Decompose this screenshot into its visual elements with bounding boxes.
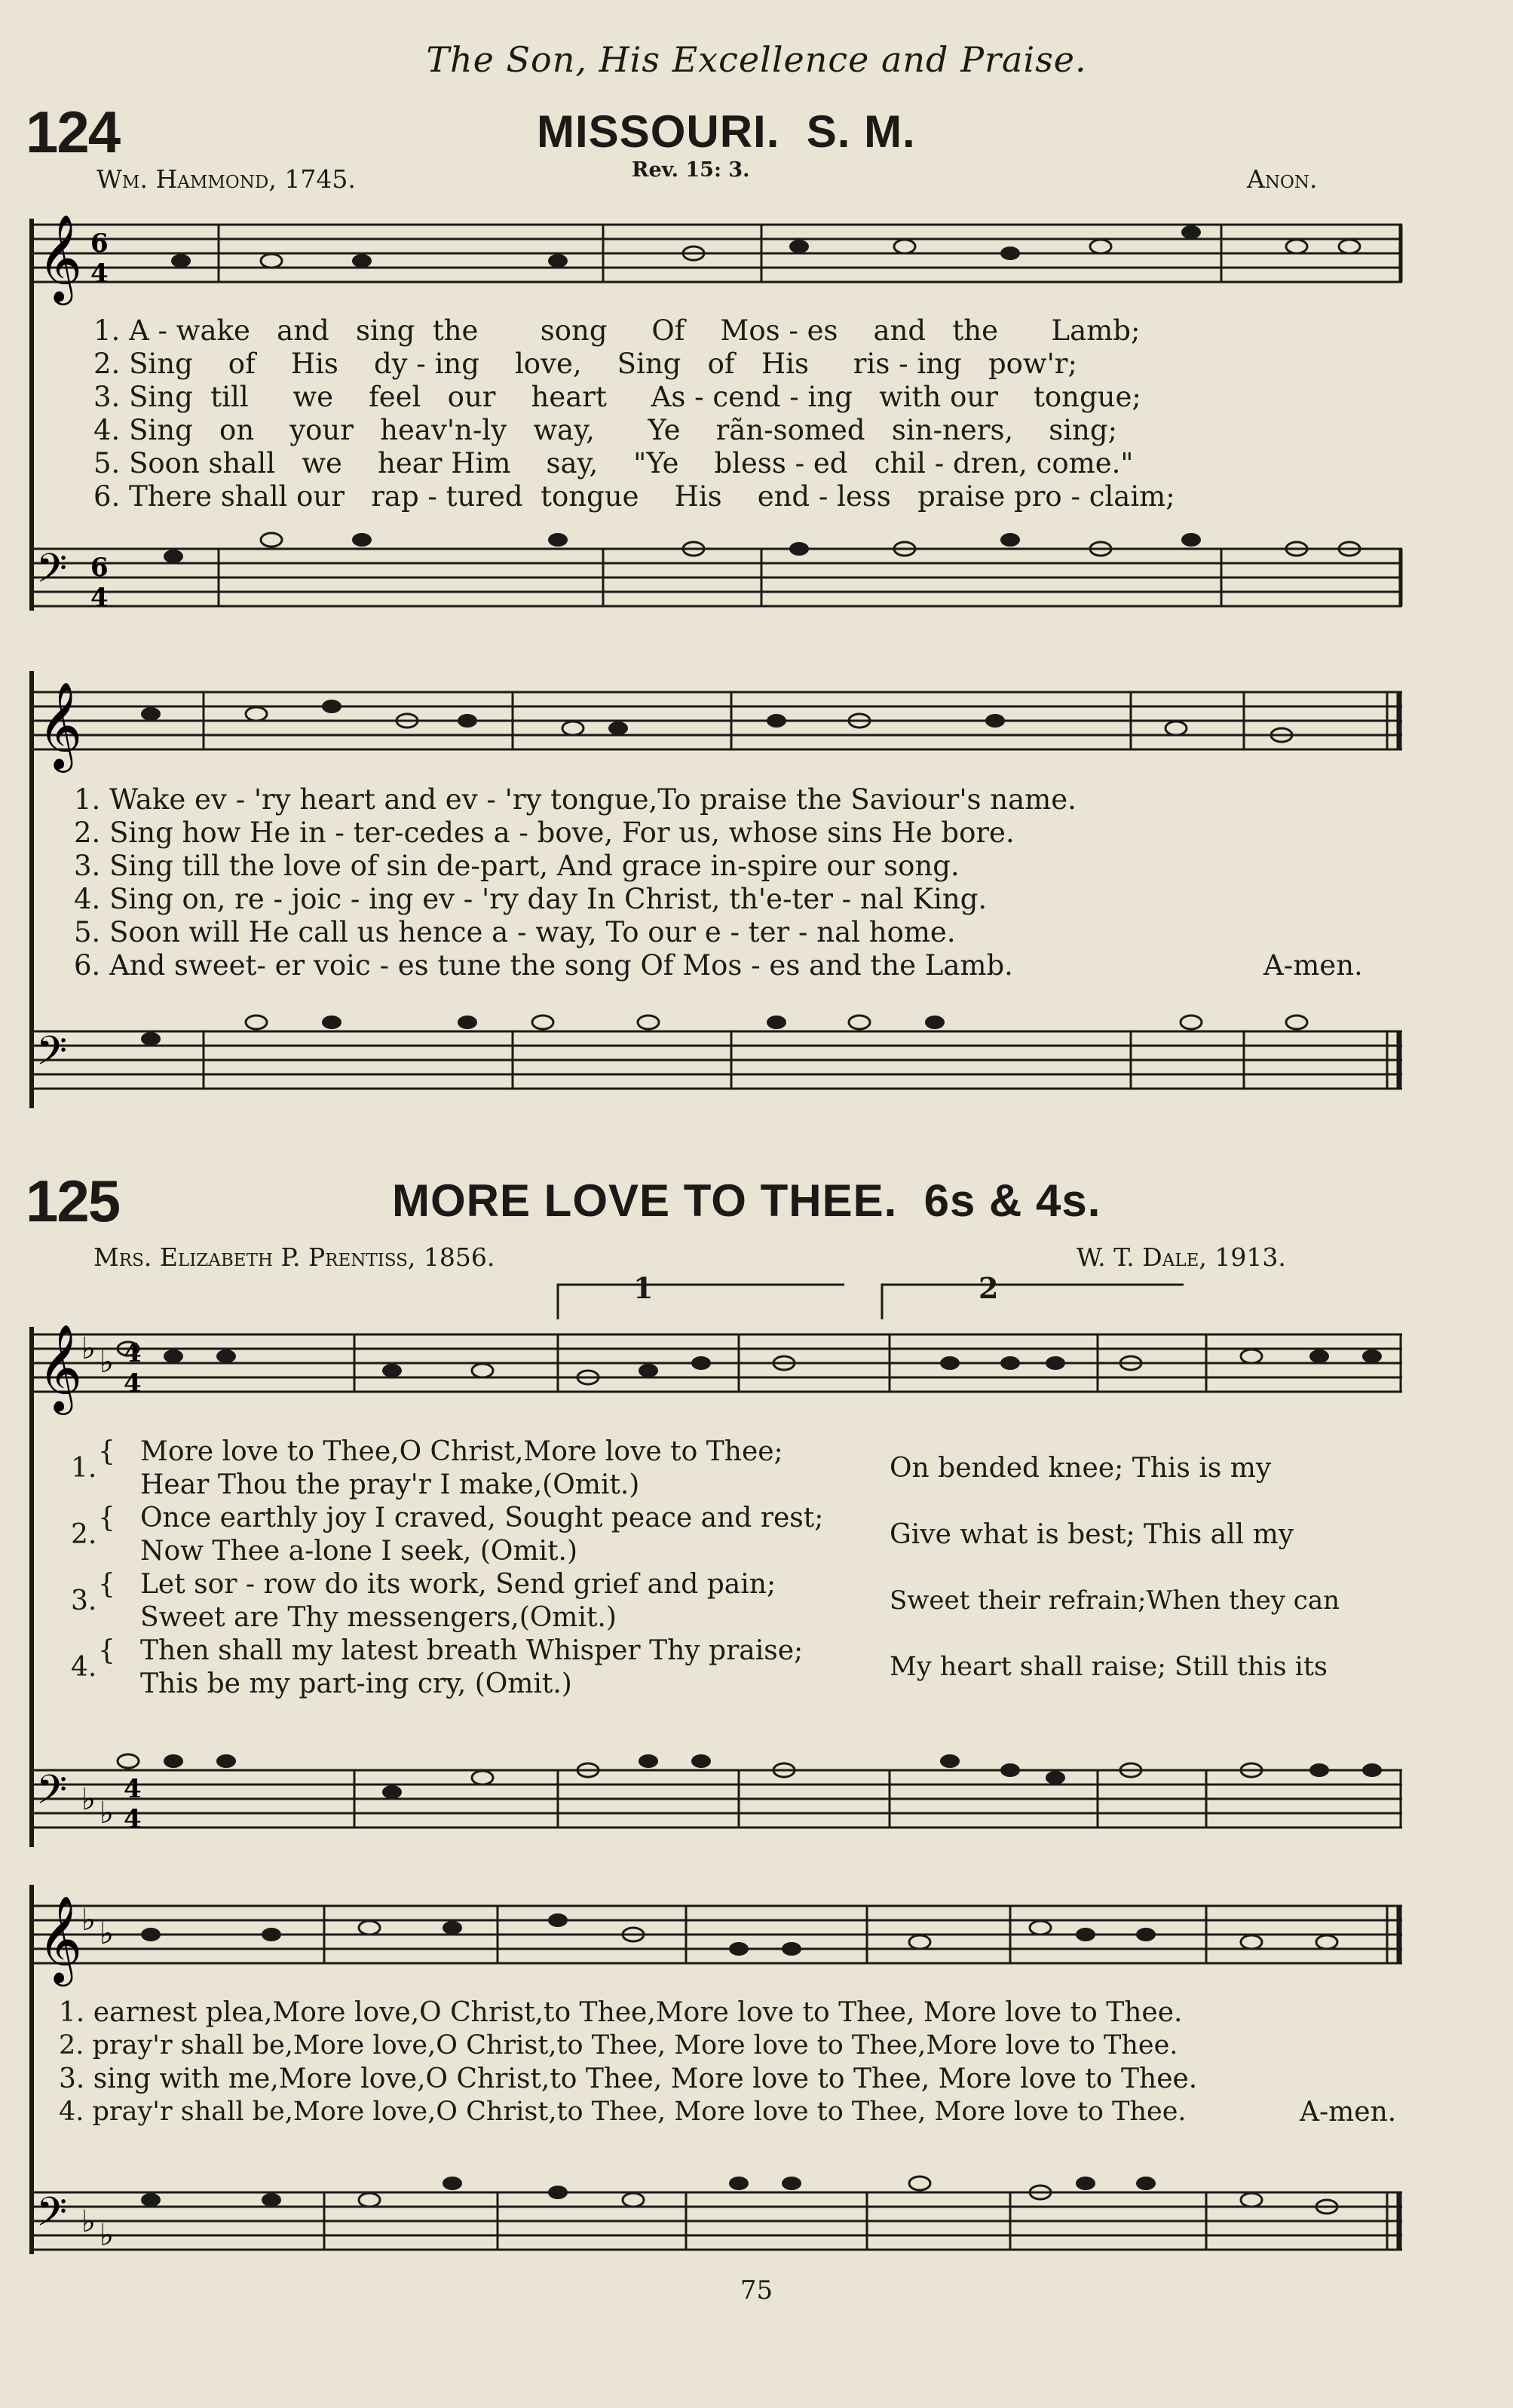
continuation: On bended knee; This is my: [890, 1453, 1272, 1484]
verse-line: 2. pray'r shall be,More love,O Christ,to Thee, More love to Thee,More love to Thee.: [59, 2030, 1178, 2060]
svg-text:𝄞: 𝄞: [38, 213, 83, 302]
svg-text:♭: ♭: [100, 1916, 114, 1951]
svg-text:𝄞: 𝄞: [38, 1895, 83, 1983]
author-credit: Mrs. Elizabeth P. Prentiss, 1856.: [93, 1242, 495, 1272]
verse-line: 4. Sing on your heav'n-ly way, Ye rãn-somed sin-ners, sing;: [93, 414, 1118, 446]
svg-text:♭: ♭: [81, 1782, 96, 1817]
verse-line: 1. A - wake and sing the song Of Mos - es and the Lamb;: [93, 314, 1141, 347]
hymn-number: 125: [26, 1168, 120, 1234]
brace: {: [98, 1569, 115, 1600]
verse-line: 2. Sing how He in - ter-cedes a - bove, For us, whose sins He bore.: [74, 816, 1015, 849]
bass-staff: [30, 1025, 1402, 1108]
verse-line: 4. Sing on, re - joic - ing ev - 'ry day In Christ, th'e-ter - nal King.: [74, 883, 988, 915]
svg-text:4: 4: [90, 259, 109, 289]
verse-line: Now Thee a-lone I seek, (Omit.): [140, 1536, 578, 1567]
composer-credit: W. T. Dale, 1913.: [1077, 1242, 1286, 1272]
bass-staff: [30, 1764, 1402, 1847]
verse-line: Hear Thou the pray'r I make,(Omit.): [140, 1469, 640, 1500]
verse-line: This be my part-ing cry, (Omit.): [140, 1668, 572, 1699]
svg-text:4: 4: [124, 1338, 142, 1368]
verse-line: Let sor - row do its work, Send grief and pain;: [140, 1569, 776, 1600]
meter: 6s & 4s.: [923, 1175, 1101, 1226]
bass-staff: [30, 2186, 1402, 2269]
tune-name: MISSOURI.: [537, 106, 780, 157]
verse-line: 1. Wake ev - 'ry heart and ev - 'ry tongue,To praise the Saviour's name.: [74, 783, 1077, 816]
stanza-number: 4.: [71, 1652, 97, 1683]
svg-text:𝄞: 𝄞: [38, 681, 83, 769]
page-number: 75: [740, 2275, 773, 2305]
verse-line: 3. Sing till we feel our heart As - cend - ing with our tongue;: [93, 381, 1141, 413]
svg-text:4: 4: [124, 1804, 142, 1834]
brace: {: [98, 1436, 115, 1467]
stanza-number: 1.: [71, 1453, 97, 1484]
verse-line: Once earthly joy I craved, Sought peace and rest;: [140, 1503, 824, 1533]
continuation: My heart shall raise; Still this its: [890, 1652, 1328, 1682]
svg-text:𝄢: 𝄢: [36, 2189, 68, 2245]
svg-text:𝄢: 𝄢: [36, 1028, 68, 1084]
svg-text:4: 4: [124, 1774, 142, 1804]
tune-name: MORE LOVE TO THEE.: [392, 1175, 898, 1226]
svg-text:6: 6: [90, 553, 109, 583]
verse-line: 5. Soon will He call us hence a - way, To our e - ter - nal home.: [74, 916, 956, 948]
brace: {: [98, 1635, 115, 1666]
verse-line: 4. pray'r shall be,More love,O Christ,to Thee, More love to Thee, More love to Thee.: [59, 2097, 1187, 2127]
svg-text:𝄢: 𝄢: [36, 546, 68, 602]
verse-line: 6. There shall our rap - tured tongue His end - less praise pro - claim;: [93, 480, 1175, 513]
svg-text:4: 4: [124, 1368, 142, 1399]
svg-text:♭: ♭: [81, 1331, 96, 1366]
treble-staff: [30, 681, 1402, 769]
svg-text:6: 6: [90, 228, 109, 259]
verse-line: Sweet are Thy messengers,(Omit.): [140, 1602, 617, 1633]
verse-line: 5. Soon shall we hear Him say, "Ye bless - ed chil - dren, come.": [93, 447, 1134, 479]
meter: S. M.: [806, 106, 916, 157]
hymn-title: [392, 1175, 1101, 1227]
treble-staff: [30, 1323, 1402, 1411]
scripture-reference: Rev. 15: 3.: [632, 158, 750, 182]
verse-line: More love to Thee,O Christ,More love to Thee;: [140, 1436, 783, 1467]
hymn-title: [537, 106, 916, 158]
second-ending-number: 2: [979, 1271, 999, 1305]
composer-credit: Anon.: [1247, 164, 1318, 194]
stanza-number: 2.: [71, 1519, 97, 1550]
svg-text:𝄢: 𝄢: [36, 1767, 68, 1823]
verse-line: 1. earnest plea,More love,O Christ,to Thee,More love to Thee, More love to Thee.: [59, 1997, 1183, 2028]
verse-line: 3. sing with me,More love,O Christ,to Thee, More love to Thee, More love to Thee.: [59, 2063, 1198, 2094]
svg-text:♭: ♭: [100, 2218, 114, 2253]
bass-staff: [30, 543, 1402, 626]
brace: {: [98, 1503, 115, 1533]
verse-line: 3. Sing till the love of sin de-part, And grace in-spire our song.: [74, 850, 960, 882]
amen: A-men.: [1300, 2097, 1397, 2128]
author-credit: Wm. Hammond, 1745.: [96, 164, 356, 194]
continuation: Give what is best; This all my: [890, 1519, 1294, 1550]
hymn-number: 124: [26, 99, 120, 165]
svg-text:𝄞: 𝄞: [38, 1323, 83, 1411]
continuation: Sweet their refrain;When they can: [890, 1585, 1340, 1616]
verse-line: Then shall my latest breath Whisper Thy praise;: [140, 1635, 804, 1666]
svg-text:♭: ♭: [81, 2204, 96, 2239]
first-ending-number: 1: [633, 1271, 654, 1305]
stanza-number: 3.: [71, 1585, 97, 1616]
treble-staff: [30, 1895, 1402, 1983]
svg-text:4: 4: [90, 583, 109, 613]
running-head: The Son, His Excellence and Praise.: [426, 39, 1087, 80]
svg-text:♭: ♭: [81, 1903, 96, 1938]
svg-text:♭: ♭: [100, 1345, 114, 1380]
verse-line: 2. Sing of His dy - ing love, Sing of His ris - ing pow'r;: [93, 348, 1077, 380]
treble-staff: [30, 213, 1402, 302]
amen: A-men.: [1263, 949, 1363, 982]
verse-line: 6. And sweet- er voic - es tune the song Of Mos - es and the Lamb.: [74, 949, 1013, 982]
svg-text:♭: ♭: [100, 1796, 114, 1831]
